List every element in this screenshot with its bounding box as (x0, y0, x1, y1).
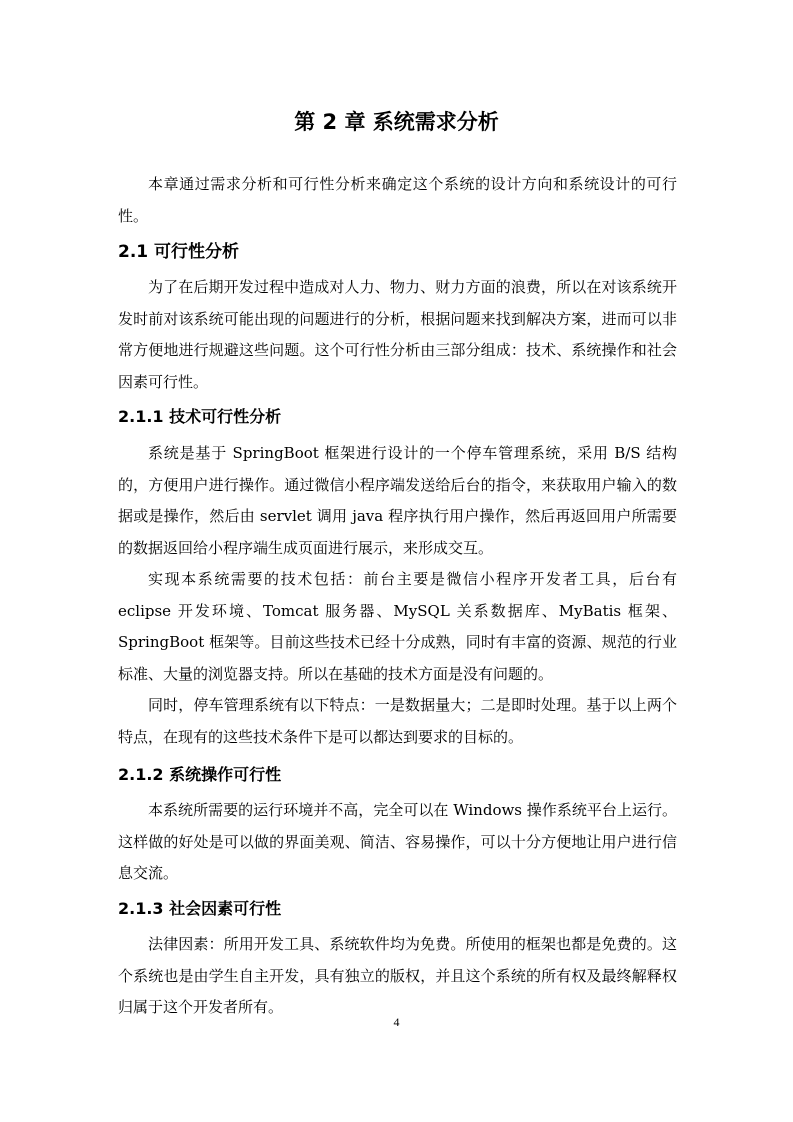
section-2-1-1-paragraph-3: 同时，停车管理系统有以下特点：一是数据量大；二是即时处理。基于以上两个特点，在现有的这些技术条件下是可以都达到要求的目标的。 (118, 696, 677, 746)
chapter-title: 第 2 章 系统需求分析 (294, 110, 499, 134)
section-2-1-1-paragraph-2: 实现本系统需要的技术包括：前台主要是微信小程序开发者工具，后台有 eclipse 开发环境、Tomcat 服务器、MySQL 关系数据库、MyBatis 框架、SpringBoot 框架等。目前这些技术已经十分成熟，同时有丰富的资源、规范的行业标准、大量的浏览器支持。所以在基础的技术方面是没有问题的。 (118, 570, 677, 683)
page-number: 4 (393, 1015, 400, 1029)
section-2-1-paragraph: 为了在后期开发过程中造成对人力、物力、财力方面的浪费，所以在对该系统开发时前对该系统可能出现的问题进行的分析，根据问题来找到解决方案，进而可以非常方便地进行规避这些问题。这个可行性分析由三部分组成：技术、系统操作和社会因素可行性。 (118, 278, 677, 391)
section-heading-2-1-2: 2.1.2 系统操作可行性 (118, 765, 282, 784)
section-heading-2-1-3: 2.1.3 社会因素可行性 (118, 899, 282, 918)
section-heading-2-1-1: 2.1.1 技术可行性分析 (118, 407, 282, 426)
section-heading-2-1: 2.1 可行性分析 (118, 242, 240, 262)
section-2-1-2-paragraph: 本系统所需要的运行环境并不高，完全可以在 Windows 操作系统平台上运行。这样做的好处是可以做的界面美观、简洁、容易操作，可以十分方便地让用户进行信息交流。 (118, 801, 677, 882)
section-2-1-1-paragraph-1: 系统是基于 SpringBoot 框架进行设计的一个停车管理系统，采用 B/S 结构的，方便用户进行操作。通过微信小程序端发送给后台的指令，来获取用户输入的数据或是操作，然后由 servlet 调用 java 程序执行用户操作，然后再返回用户所需要的数据返回给小程序端生成页面进行展示，来形成交互。 (118, 444, 677, 557)
section-2-1-3-paragraph: 法律因素：所用开发工具、系统软件均为免费。所使用的框架也都是免费的。这个系统也是由学生自主开发，具有独立的版权，并且这个系统的所有权及最终解释权归属于这个开发者所有。 (118, 935, 677, 1016)
chapter-intro-paragraph: 本章通过需求分析和可行性分析来确定这个系统的设计方向和系统设计的可行性。 (118, 175, 677, 225)
